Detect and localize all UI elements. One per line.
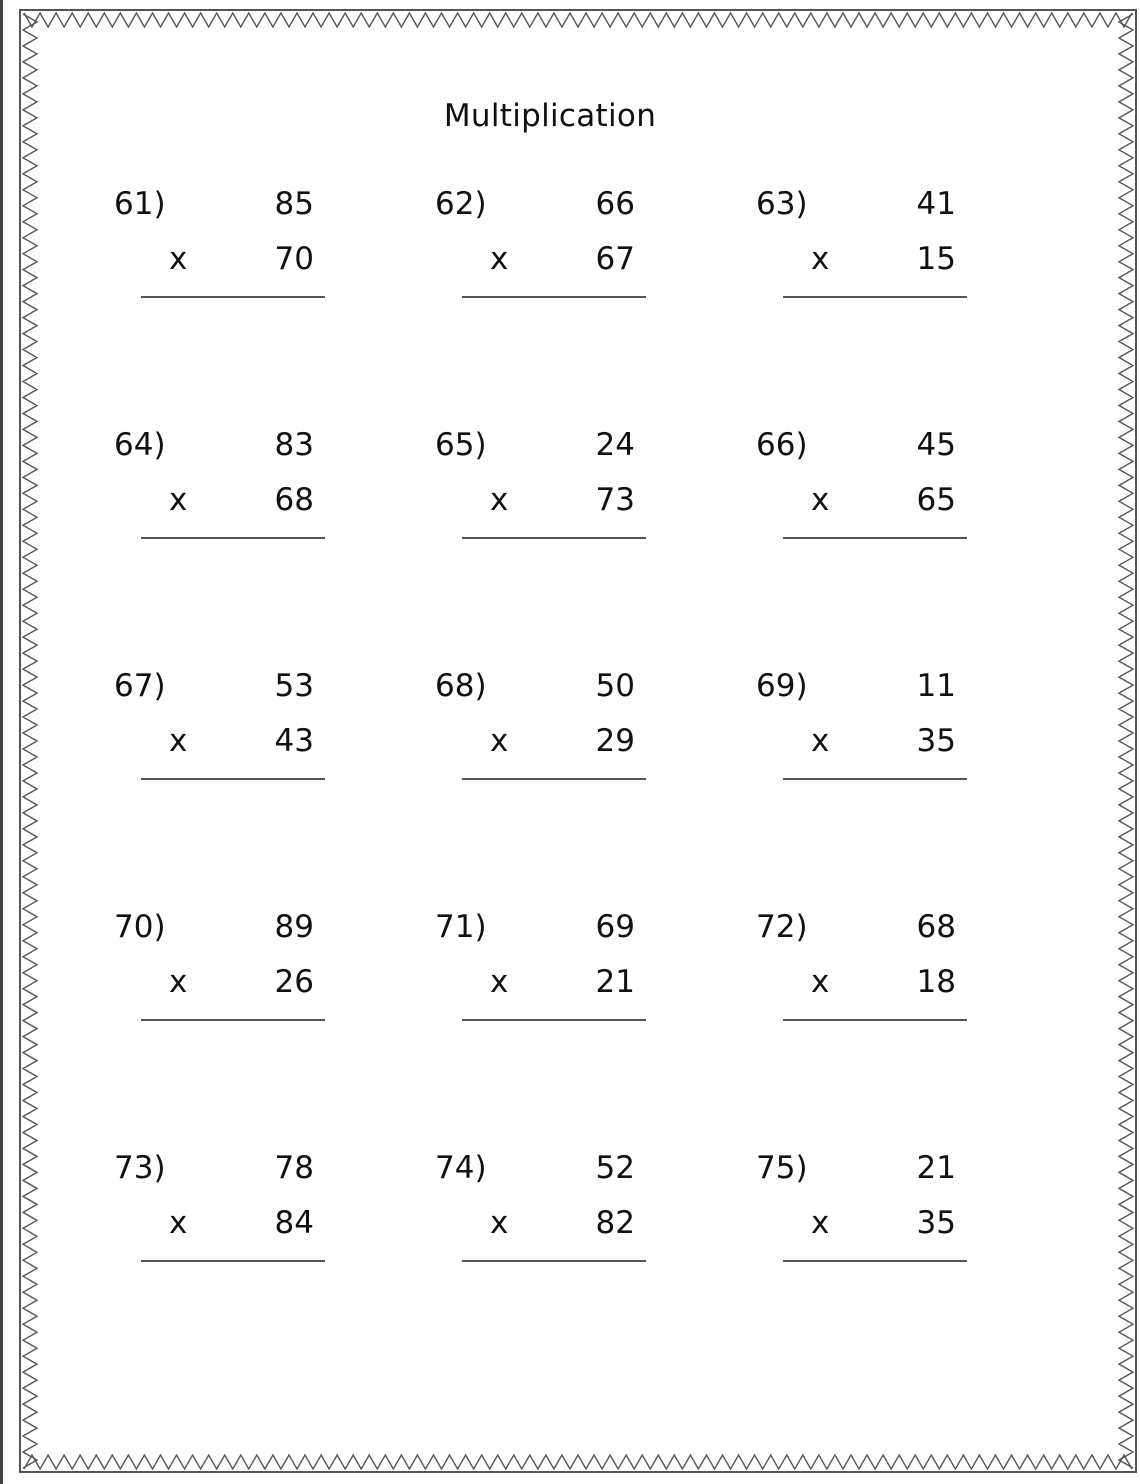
page-edge (0, 0, 3, 1484)
problem-72 (756, 909, 996, 1039)
multiplier: 65 (916, 482, 956, 518)
problem-number: 72) (756, 909, 808, 945)
answer-line (783, 1019, 967, 1021)
multiplicand: 89 (274, 909, 314, 945)
problem-64 (114, 427, 354, 557)
multiplier: 26 (274, 964, 314, 1000)
multiplier: 70 (274, 241, 314, 277)
multiplier: 15 (916, 241, 956, 277)
problem-75 (756, 1150, 996, 1280)
answer-line (462, 778, 646, 780)
multiplier: 35 (916, 723, 956, 759)
problem-62 (435, 186, 675, 316)
answer-line (141, 1019, 325, 1021)
problem-70 (114, 909, 354, 1039)
problem-number: 75) (756, 1150, 808, 1186)
problem-number: 71) (435, 909, 487, 945)
multiplicand: 68 (916, 909, 956, 945)
multiply-sign: x (490, 723, 509, 759)
multiplicand: 83 (274, 427, 314, 463)
problem-74 (435, 1150, 675, 1280)
multiplier: 18 (916, 964, 956, 1000)
problem-number: 63) (756, 186, 808, 222)
problem-73 (114, 1150, 354, 1280)
multiplicand: 21 (916, 1150, 956, 1186)
problem-71 (435, 909, 675, 1039)
multiplicand: 53 (274, 668, 314, 704)
answer-line (462, 537, 646, 539)
problem-number: 67) (114, 668, 166, 704)
answer-line (141, 1260, 325, 1262)
multiplier: 35 (916, 1205, 956, 1241)
answer-line (783, 296, 967, 298)
multiplicand: 85 (274, 186, 314, 222)
multiplier: 67 (595, 241, 635, 277)
multiply-sign: x (811, 1205, 830, 1241)
answer-line (141, 537, 325, 539)
multiply-sign: x (490, 964, 509, 1000)
multiplicand: 24 (595, 427, 635, 463)
multiplier: 21 (595, 964, 635, 1000)
multiplier: 43 (274, 723, 314, 759)
problem-number: 61) (114, 186, 166, 222)
problem-66 (756, 427, 996, 557)
problem-number: 73) (114, 1150, 166, 1186)
problem-number: 70) (114, 909, 166, 945)
problem-number: 74) (435, 1150, 487, 1186)
problem-number: 69) (756, 668, 808, 704)
problem-65 (435, 427, 675, 557)
multiply-sign: x (169, 1205, 188, 1241)
multiplier: 82 (595, 1205, 635, 1241)
answer-line (141, 778, 325, 780)
answer-line (462, 1019, 646, 1021)
problem-number: 64) (114, 427, 166, 463)
answer-line (783, 537, 967, 539)
problem-number: 68) (435, 668, 487, 704)
problem-63 (756, 186, 996, 316)
multiply-sign: x (811, 723, 830, 759)
answer-line (141, 296, 325, 298)
multiplier: 73 (595, 482, 635, 518)
multiply-sign: x (811, 964, 830, 1000)
multiply-sign: x (811, 241, 830, 277)
multiplicand: 52 (595, 1150, 635, 1186)
multiply-sign: x (169, 723, 188, 759)
multiplicand: 50 (595, 668, 635, 704)
page-title: Multiplication (443, 98, 657, 134)
answer-line (462, 296, 646, 298)
answer-line (783, 778, 967, 780)
multiplier: 68 (274, 482, 314, 518)
multiply-sign: x (490, 241, 509, 277)
multiply-sign: x (169, 482, 188, 518)
problem-68 (435, 668, 675, 798)
multiply-sign: x (490, 482, 509, 518)
problem-61 (114, 186, 354, 316)
multiplier: 84 (274, 1205, 314, 1241)
multiplicand: 78 (274, 1150, 314, 1186)
multiplicand: 66 (595, 186, 635, 222)
problem-number: 65) (435, 427, 487, 463)
multiplicand: 11 (916, 668, 956, 704)
answer-line (462, 1260, 646, 1262)
multiplicand: 45 (916, 427, 956, 463)
answer-line (783, 1260, 967, 1262)
problem-number: 66) (756, 427, 808, 463)
multiplier: 29 (595, 723, 635, 759)
problem-67 (114, 668, 354, 798)
multiply-sign: x (490, 1205, 509, 1241)
problem-69 (756, 668, 996, 798)
multiply-sign: x (169, 964, 188, 1000)
multiply-sign: x (811, 482, 830, 518)
multiply-sign: x (169, 241, 188, 277)
multiplicand: 69 (595, 909, 635, 945)
problem-number: 62) (435, 186, 487, 222)
multiplicand: 41 (916, 186, 956, 222)
